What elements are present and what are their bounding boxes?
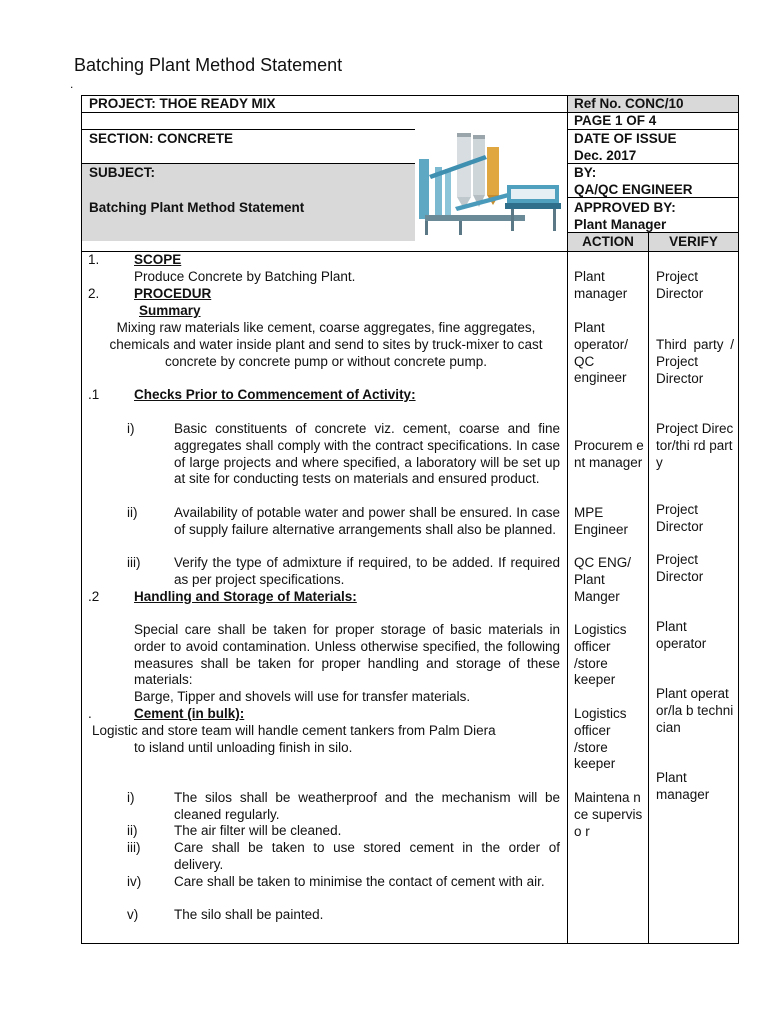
cement-text: to island until unloading finish in silo.	[134, 740, 353, 755]
approved-by-label: APPROVED BY:	[574, 200, 676, 215]
date-of-issue-label: DATE OF ISSUE	[574, 131, 677, 146]
subject-value: Batching Plant Method Statement	[89, 200, 305, 215]
divider-verify-column	[648, 232, 649, 944]
action-entry: Logistics officer /store keeper	[574, 706, 627, 772]
section-number: 1.	[88, 252, 100, 267]
verify-column-header: VERIFY	[669, 234, 718, 249]
handling-transfer-text: Barge, Tipper and shovels will use for transfer materials.	[134, 689, 471, 704]
subsection-number: .1	[88, 387, 100, 402]
verify-entry: Project Director	[656, 269, 704, 301]
list-item-number: i)	[127, 790, 135, 805]
section-label: SECTION: CONCRETE	[89, 131, 234, 146]
divider-action-column	[567, 95, 568, 944]
document-title: Batching Plant Method Statement	[74, 55, 343, 75]
list-item-number: i)	[127, 421, 135, 436]
summary-heading: Summary	[139, 303, 201, 318]
list-item-text: Care shall be taken to use stored cement in the order of delivery.	[174, 840, 560, 872]
cement-heading: Cement (in bulk):	[134, 706, 245, 721]
section-heading-scope: SCOPE	[134, 252, 182, 267]
action-column-header: ACTION	[582, 234, 634, 249]
action-entry: Plant manager	[574, 269, 628, 301]
list-item-text: The silos shall be weatherproof and the mechanism will be cleaned regularly.	[174, 790, 560, 822]
list-item-number: ii)	[127, 823, 138, 838]
verify-entry: Third party / Project Director	[656, 337, 734, 386]
verify-entry: Project Director	[656, 552, 704, 584]
list-item-text: The silo shall be painted.	[174, 907, 324, 922]
action-entry: Procurem ent manager	[574, 438, 644, 470]
divider	[81, 129, 415, 130]
action-entry: Maintena nce superviso r	[574, 790, 643, 839]
batching-plant-image	[415, 129, 567, 243]
action-entry: Logistics officer /store keeper	[574, 622, 627, 688]
section-number: 2.	[88, 286, 100, 301]
project-label: PROJECT: THOE READY MIX	[89, 96, 276, 111]
page-number: PAGE 1 OF 4	[574, 113, 657, 128]
handling-text: Special care shall be taken for proper storage of basic materials in order to avoid contamination. Unless otherwise specified, the following measures shall be taken for proper handling and storage of these materials:	[134, 622, 560, 688]
verify-entry: Plant manager	[656, 770, 710, 802]
subject-label: SUBJECT:	[89, 165, 156, 180]
list-item-number: iii)	[127, 555, 141, 570]
checks-heading: Checks Prior to Commencement of Activity:	[134, 387, 416, 402]
list-item-number: ii)	[127, 505, 138, 520]
list-item-text: Verify the type of admixture if required, to be added. If required as per project specifications.	[174, 555, 560, 587]
action-entry: MPE Engineer	[574, 505, 629, 537]
list-item-number: iv)	[127, 874, 142, 889]
ref-no: Ref No. CONC/10	[574, 96, 684, 111]
cement-text: Logistic and store team will handle cement tankers from Palm Diera	[92, 723, 496, 738]
scope-text: Produce Concrete by Batching Plant.	[134, 269, 356, 284]
verify-entry: Project Director/thi rd party	[656, 421, 734, 470]
list-item-number: iii)	[127, 840, 141, 855]
action-entry: QC ENG/ Plant Manger	[574, 555, 632, 604]
divider	[81, 163, 415, 164]
subsection-number: .2	[88, 589, 100, 604]
subsection-number: .	[88, 706, 92, 721]
list-item-text: The air filter will be cleaned.	[174, 823, 342, 838]
approved-by-value: Plant Manager	[574, 217, 667, 232]
summary-text: Mixing raw materials like cement, coarse aggregates, fine aggregates, chemicals and water inside plant and send to sites by truck-mixer to cast concrete by concrete pump or without concrete pump.	[109, 320, 543, 369]
list-item-text: Basic constituents of concrete viz. cement, coarse and fine aggregates shall comply with the contract specifications. In case of large projects and where specified, a laboratory will be set up at site for conducting tests on materials and ensured product.	[174, 421, 560, 487]
verify-entry: Plant operator	[656, 619, 707, 651]
date-of-issue-value: Dec. 2017	[574, 148, 637, 163]
section-heading-procedure: PROCEDUR	[134, 286, 212, 301]
handling-heading: Handling and Storage of Materials:	[134, 589, 357, 604]
action-entry: Plant operator/ QC engineer	[574, 320, 629, 386]
by-value: QA/QC ENGINEER	[574, 182, 693, 197]
title-dot: .	[70, 77, 74, 91]
list-item-text: Care shall be taken to minimise the contact of cement with air.	[174, 874, 545, 889]
list-item-text: Availability of potable water and power shall be ensured. In case of supply failure alternative arrangements shall also be planned.	[174, 505, 560, 537]
list-item-number: v)	[127, 907, 139, 922]
by-label: BY:	[574, 165, 597, 180]
verify-entry: Project Director	[656, 502, 704, 534]
verify-entry: Plant operator/la b technician	[656, 686, 734, 735]
